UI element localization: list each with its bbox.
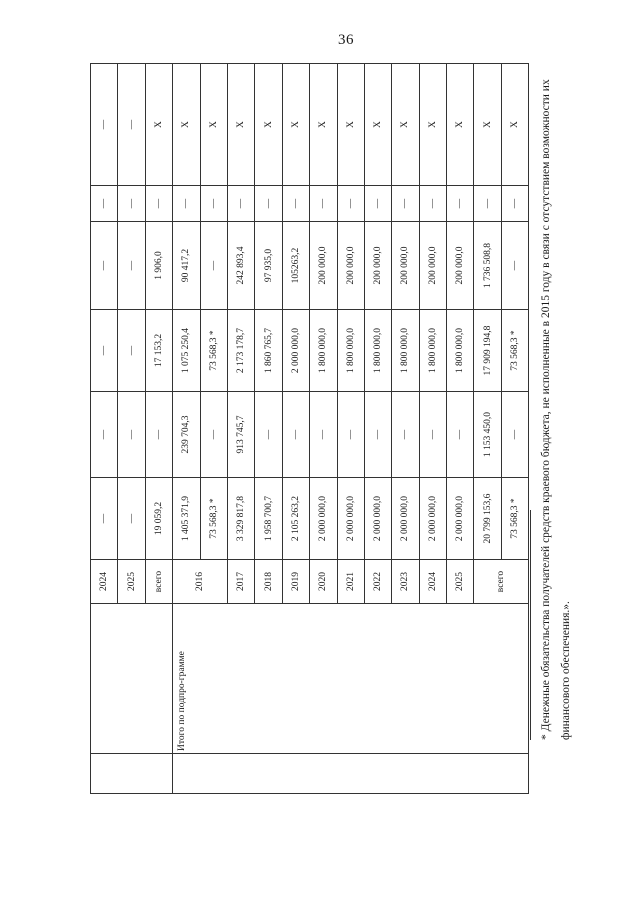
local-cell: — xyxy=(501,222,528,310)
table-body xyxy=(91,64,529,794)
federal-cell: — xyxy=(364,392,391,478)
total-cell: — xyxy=(91,478,118,560)
footnote: * Денежные обязательства получателей средств краевого бюджета, не исполненные в 2015 году в связи с отсутствием возможности их финансового обеспечения.». xyxy=(540,79,572,740)
mark-cell: — xyxy=(118,64,145,186)
regional-cell: 2 000 000,0 xyxy=(282,310,309,392)
regional-cell: 2 173 178,7 xyxy=(227,310,254,392)
year-cell: 2024 xyxy=(419,560,446,604)
other-cell: — xyxy=(501,186,528,222)
year-cell: 2024 xyxy=(91,560,118,604)
index-cell xyxy=(173,754,529,794)
total-cell: 1 405 371,9 xyxy=(173,478,200,560)
regional-cell: 73 568,3 * xyxy=(501,310,528,392)
local-cell: 200 000,0 xyxy=(419,222,446,310)
table-row xyxy=(91,64,118,794)
regional-cell: — xyxy=(91,310,118,392)
federal-cell: — xyxy=(118,392,145,478)
regional-cell: 1 800 000,0 xyxy=(447,310,474,392)
total-cell: 2 000 000,0 xyxy=(364,478,391,560)
regional-cell: 1 800 000,0 xyxy=(419,310,446,392)
mark-cell: Х xyxy=(474,64,501,186)
federal-cell: — xyxy=(501,392,528,478)
mark-cell: Х xyxy=(173,64,200,186)
total-cell: 1 958 700,7 xyxy=(255,478,282,560)
regional-cell: 73 568,3 * xyxy=(200,310,227,392)
regional-cell: 1 800 000,0 xyxy=(337,310,364,392)
total-cell: 2 000 000,0 xyxy=(447,478,474,560)
local-cell: 200 000,0 xyxy=(337,222,364,310)
regional-cell: 17 153,2 xyxy=(145,310,172,392)
other-cell: — xyxy=(282,186,309,222)
mark-cell: Х xyxy=(200,64,227,186)
local-cell: 242 893,4 xyxy=(227,222,254,310)
total-cell: 73 568,3 * xyxy=(200,478,227,560)
federal-cell: — xyxy=(392,392,419,478)
local-cell: 200 000,0 xyxy=(310,222,337,310)
table-row xyxy=(173,64,200,794)
local-cell: — xyxy=(91,222,118,310)
total-cell: 3 329 817,8 xyxy=(227,478,254,560)
year-cell: 2025 xyxy=(118,560,145,604)
regional-cell: 1 800 000,0 xyxy=(392,310,419,392)
mark-cell: Х xyxy=(392,64,419,186)
federal-cell: — xyxy=(200,392,227,478)
federal-cell: — xyxy=(282,392,309,478)
mark-cell: Х xyxy=(227,64,254,186)
year-cell: 2021 xyxy=(337,560,364,604)
federal-cell: — xyxy=(447,392,474,478)
local-cell: 1 736 508,8 xyxy=(474,222,501,310)
regional-cell: 17 909 194,8 xyxy=(474,310,501,392)
other-cell: — xyxy=(447,186,474,222)
total-cell: 73 568,3 * xyxy=(501,478,528,560)
total-cell: 19 059,2 xyxy=(145,478,172,560)
local-cell: — xyxy=(118,222,145,310)
other-cell: — xyxy=(91,186,118,222)
other-cell: — xyxy=(474,186,501,222)
mark-cell: Х xyxy=(310,64,337,186)
federal-cell: — xyxy=(419,392,446,478)
local-cell: — xyxy=(200,222,227,310)
year-cell: всего xyxy=(145,560,172,604)
federal-cell: — xyxy=(337,392,364,478)
federal-cell: 913 745,7 xyxy=(227,392,254,478)
mark-cell: Х xyxy=(364,64,391,186)
page-number: 36 xyxy=(338,32,354,48)
other-cell: — xyxy=(118,186,145,222)
regional-cell: — xyxy=(118,310,145,392)
total-cell: 2 000 000,0 xyxy=(419,478,446,560)
local-cell: 105263,2 xyxy=(282,222,309,310)
other-cell: — xyxy=(200,186,227,222)
regional-cell: 1 800 000,0 xyxy=(364,310,391,392)
federal-cell: — xyxy=(310,392,337,478)
federal-cell: 1 153 450,0 xyxy=(474,392,501,478)
year-cell: 2017 xyxy=(227,560,254,604)
total-cell: 2 000 000,0 xyxy=(337,478,364,560)
local-cell: 200 000,0 xyxy=(364,222,391,310)
local-cell: 1 906,0 xyxy=(145,222,172,310)
other-cell: — xyxy=(173,186,200,222)
year-cell: 2022 xyxy=(364,560,391,604)
total-cell: — xyxy=(118,478,145,560)
footnote-divider xyxy=(530,510,531,740)
mark-cell: — xyxy=(91,64,118,186)
total-cell: 2 000 000,0 xyxy=(392,478,419,560)
federal-cell: — xyxy=(255,392,282,478)
name-cell xyxy=(91,604,173,754)
total-cell: 2 000 000,0 xyxy=(310,478,337,560)
mark-cell: Х xyxy=(447,64,474,186)
rotated-content xyxy=(90,48,610,810)
local-cell: 200 000,0 xyxy=(447,222,474,310)
mark-cell: Х xyxy=(145,64,172,186)
mark-cell: Х xyxy=(337,64,364,186)
local-cell: 90 417,2 xyxy=(173,222,200,310)
year-cell: 2020 xyxy=(310,560,337,604)
mark-cell: Х xyxy=(282,64,309,186)
other-cell: — xyxy=(364,186,391,222)
regional-cell: 1 075 250,4 xyxy=(173,310,200,392)
regional-cell: 1 860 765,7 xyxy=(255,310,282,392)
federal-cell: — xyxy=(91,392,118,478)
other-cell: — xyxy=(145,186,172,222)
other-cell: — xyxy=(419,186,446,222)
mark-cell: Х xyxy=(501,64,528,186)
year-cell: 2019 xyxy=(282,560,309,604)
year-cell: 2023 xyxy=(392,560,419,604)
year-cell: 2016 xyxy=(173,560,228,604)
other-cell: — xyxy=(227,186,254,222)
other-cell: — xyxy=(310,186,337,222)
index-cell xyxy=(91,754,173,794)
local-cell: 200 000,0 xyxy=(392,222,419,310)
total-cell: 20 799 153,6 xyxy=(474,478,501,560)
year-cell: 2018 xyxy=(255,560,282,604)
other-cell: — xyxy=(337,186,364,222)
regional-cell: 1 800 000,0 xyxy=(310,310,337,392)
other-cell: — xyxy=(255,186,282,222)
budget-table xyxy=(90,63,529,794)
federal-cell: — xyxy=(145,392,172,478)
program-total-label: Итого по подпро-грамме xyxy=(173,604,529,754)
mark-cell: Х xyxy=(255,64,282,186)
federal-cell: 239 704,3 xyxy=(173,392,200,478)
year-cell: 2025 xyxy=(447,560,474,604)
year-cell: всего xyxy=(474,560,529,604)
other-cell: — xyxy=(392,186,419,222)
total-cell: 2 105 263,2 xyxy=(282,478,309,560)
local-cell: 97 935,0 xyxy=(255,222,282,310)
mark-cell: Х xyxy=(419,64,446,186)
